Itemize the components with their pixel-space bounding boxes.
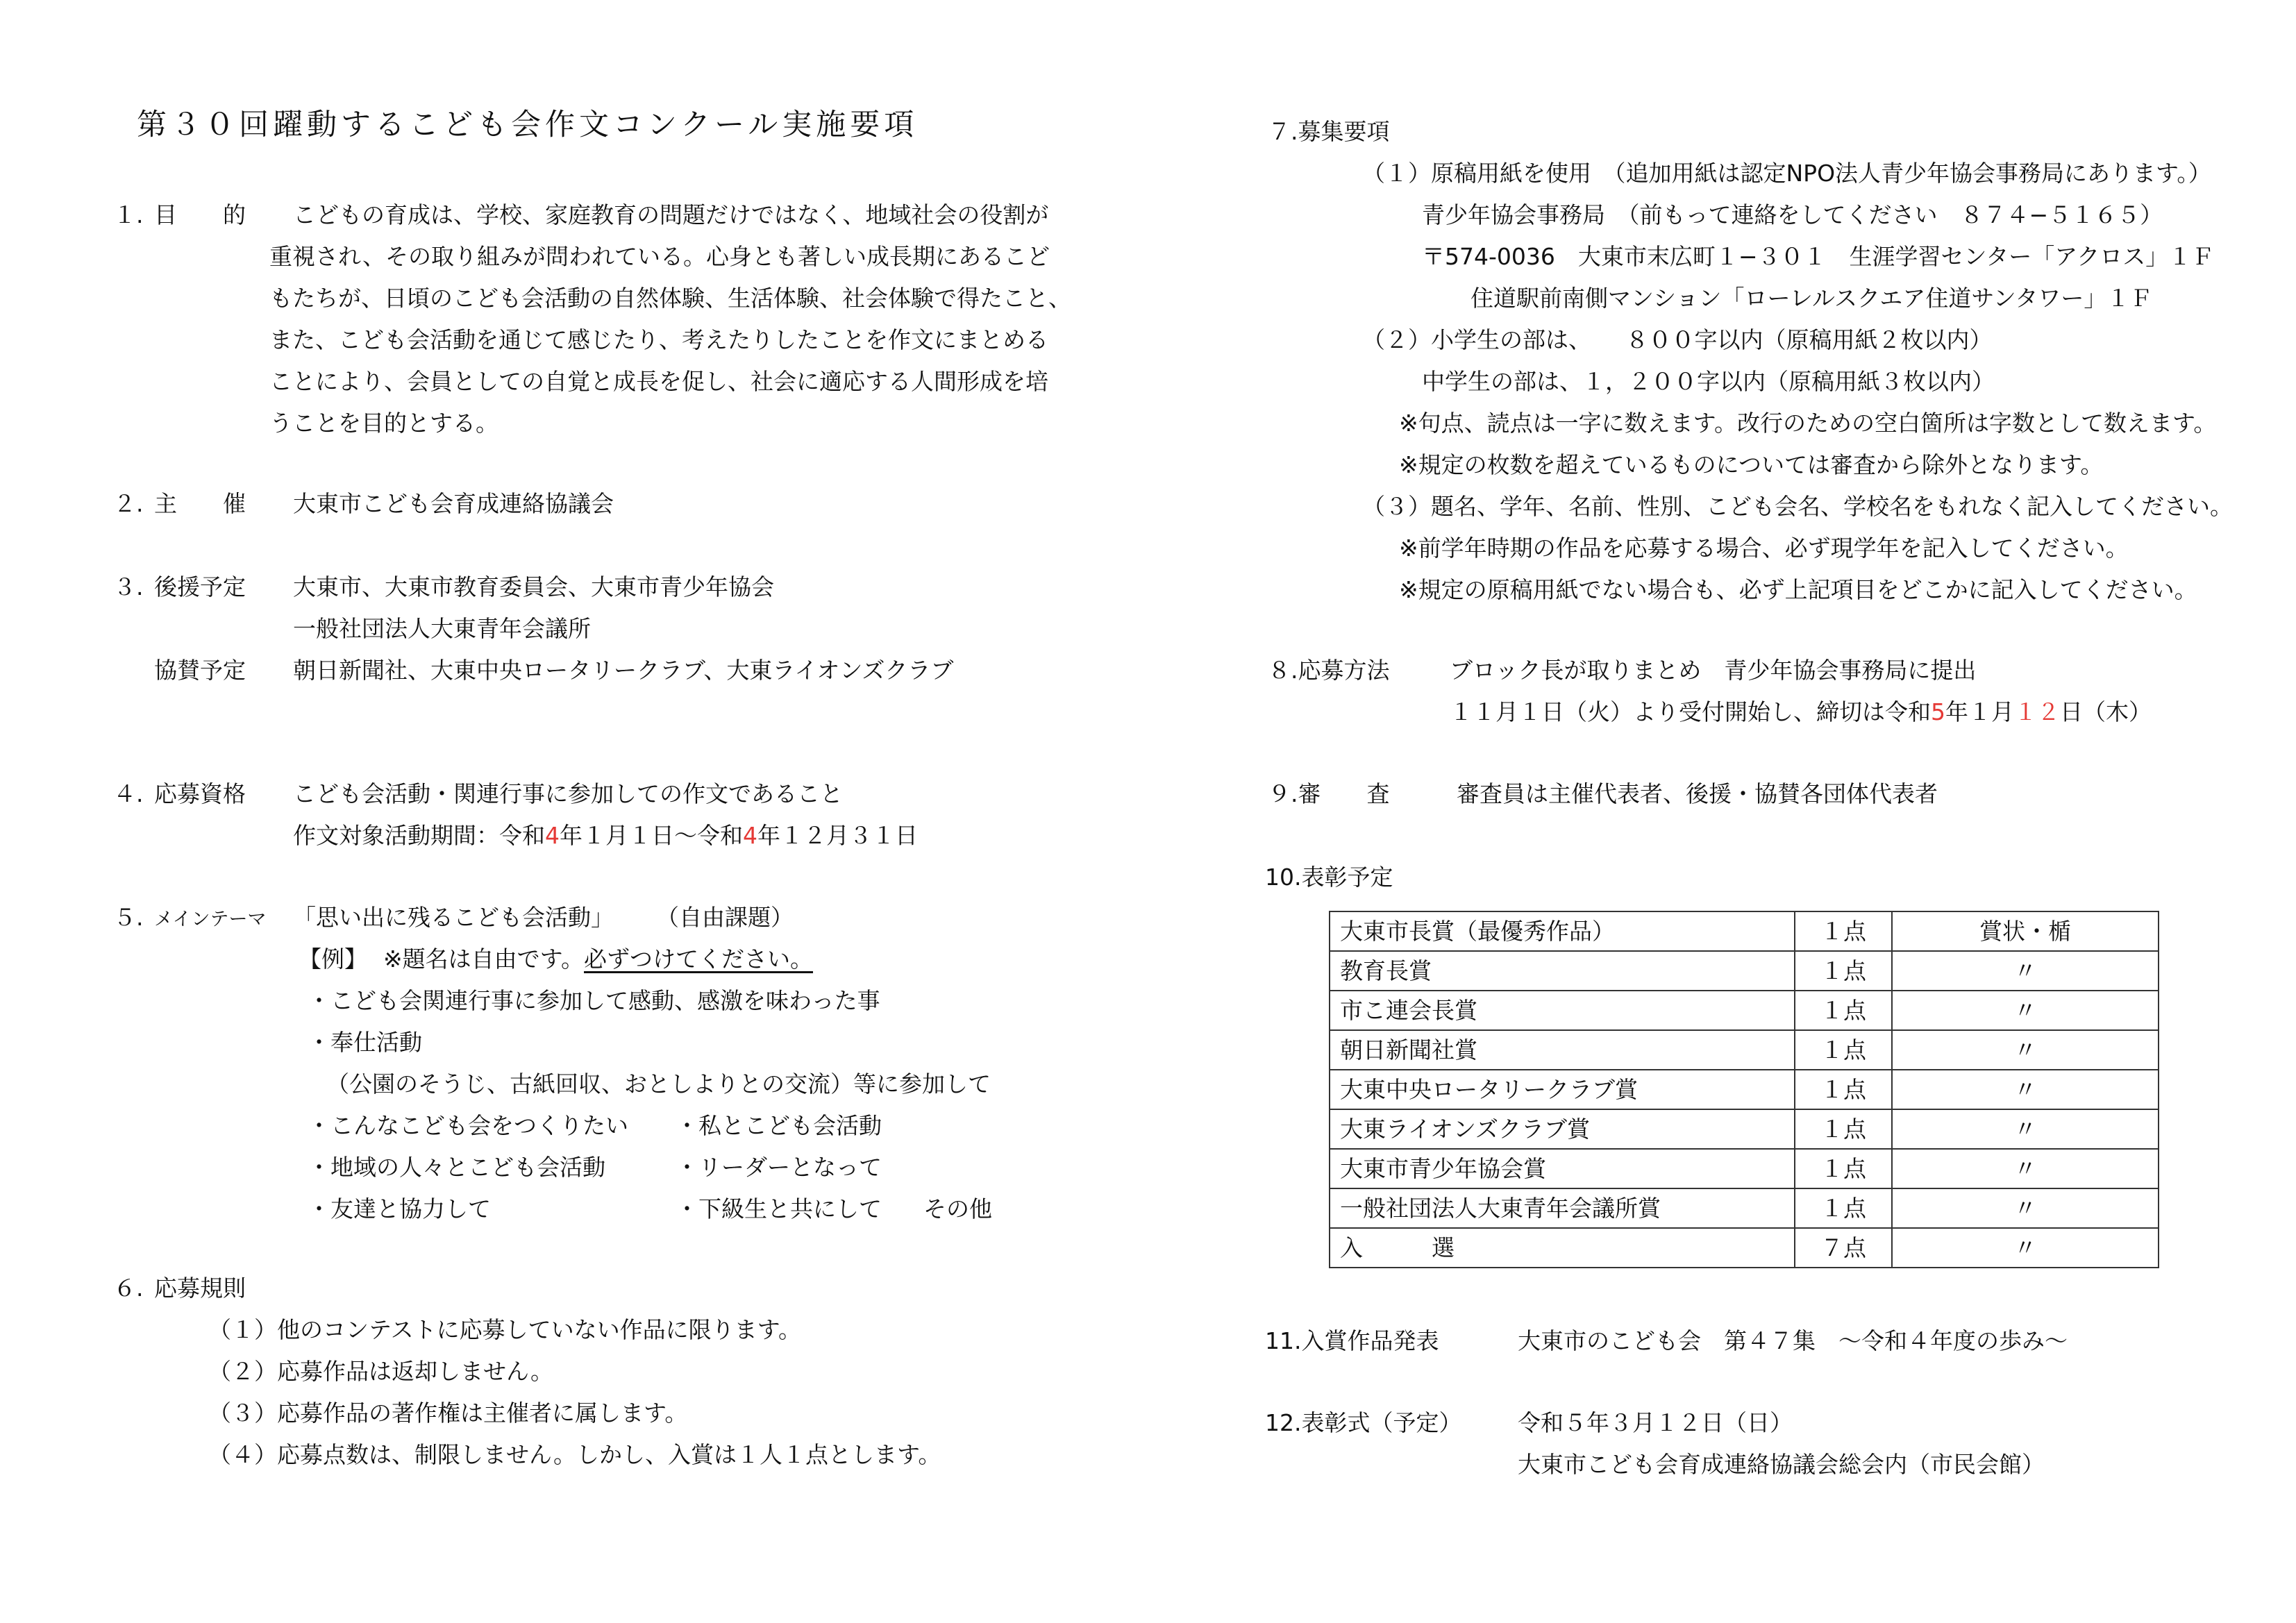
award-prize: 〃	[1892, 991, 2159, 1030]
section-6-number: ６.	[113, 1275, 144, 1302]
activity-period: 作文対象活動期間：令和4年１月１日～令和4年１２月３１日	[293, 822, 918, 849]
award-name: 市こ連会長賞	[1330, 991, 1795, 1030]
rule-item: （２）応募作品は返却しません。	[208, 1358, 553, 1385]
award-prize: 〃	[1892, 1030, 2159, 1070]
purpose-line: うことを目的とする。	[269, 410, 498, 437]
section-3-number: ３.	[113, 573, 144, 600]
award-row	[1330, 991, 2159, 1030]
example-item: ・下級生と共にして	[676, 1195, 882, 1222]
award-prize: 〃	[1892, 1188, 2159, 1228]
award-prize: 賞状・楯	[1892, 911, 2159, 951]
main-theme: 「思い出に残るこども会活動」	[293, 904, 614, 931]
rule-item: （１）他のコンテストに応募していない作品に限ります。	[208, 1316, 802, 1343]
theme-note: （自由課題）	[656, 904, 794, 931]
office-address: 住道駅前南側マンション「ローレルスクエア住道サンタワー」１Ｆ	[1470, 285, 2153, 312]
award-name: 大東中央ロータリークラブ賞	[1330, 1070, 1795, 1109]
award-row	[1330, 1149, 2159, 1188]
example-item: ・奉仕活動	[308, 1029, 422, 1056]
award-prize: 〃	[1892, 1070, 2159, 1109]
section-1-number: １.	[113, 201, 144, 228]
awards-table	[1329, 911, 2159, 1268]
note: ※規定の枚数を超えているものについては審査から除外となります。	[1399, 451, 2104, 478]
length-rule: 中学生の部は、１，２００字以内（原稿用紙３枚以内）	[1422, 368, 1995, 395]
award-points: １点	[1795, 1149, 1892, 1188]
note: ※規定の原稿用紙でない場合も、必ず上記項目をどこかに記入してください。	[1399, 576, 2197, 603]
award-name: 入 選	[1330, 1228, 1795, 1268]
length-rule: （２）小学生の部は、 ８００字以内（原稿用紙２枚以内）	[1362, 326, 1993, 353]
section-5-number: ５.	[113, 904, 144, 931]
award-name: 朝日新聞社賞	[1330, 1030, 1795, 1070]
example-label: 【例】	[299, 945, 367, 973]
rule-item: （４）応募点数は、制限しません。しかし、入賞は１人１点とします。	[208, 1441, 941, 1468]
section-5-label: メインテーマ	[154, 909, 267, 930]
sponsor-line: 大東市、大東市教育委員会、大東市青少年協会	[293, 573, 774, 600]
submission-deadline: １１月１日（火）より受付開始し、締切は令和5年１月１２日（木）	[1450, 698, 2152, 725]
award-prize: 〃	[1892, 1149, 2159, 1188]
recruit-paper: （１）原稿用紙を使用 （追加用紙は認定NPO法人青少年協会事務局にあります。）	[1362, 160, 2211, 187]
section-9-heading: ９.審 査	[1268, 780, 1390, 807]
sponsor-line: 一般社団法人大東青年会議所	[293, 615, 591, 642]
award-points: １点	[1795, 911, 1892, 951]
office-address: 〒574-0036 大東市末広町１−３０１ 生涯学習センター「アクロス」１Ｆ	[1422, 243, 2215, 270]
award-name: 大東市長賞（最優秀作品）	[1330, 911, 1795, 951]
purpose-line: こどもの育成は、学校、家庭教育の問題だけではなく、地域社会の役割が	[293, 201, 1049, 228]
note: ※句点、読点は一字に数えます。改行のための空白箇所は字数として数えます。	[1399, 410, 2217, 437]
award-points: ７点	[1795, 1228, 1892, 1268]
cosponsor-label: 協賛予定	[154, 657, 246, 684]
note: ※前学年時期の作品を応募する場合、必ず現学年を記入してください。	[1399, 535, 2129, 562]
award-prize: 〃	[1892, 1228, 2159, 1268]
eligibility: こども会活動・関連行事に参加しての作文であること	[293, 780, 843, 807]
section-3-label: 後援予定	[154, 573, 246, 600]
purpose-line: ことにより、会員としての自覚と成長を促し、社会に適応する人間形成を培	[269, 368, 1048, 395]
organizer: 大東市こども会育成連絡協議会	[293, 490, 614, 517]
rule-item: （３）応募作品の著作権は主催者に属します。	[208, 1399, 688, 1427]
award-points: １点	[1795, 991, 1892, 1030]
section-4-number: ４.	[113, 780, 144, 807]
section-10-heading: 10.表彰予定	[1265, 864, 1393, 891]
section-1-label: 目 的	[154, 201, 246, 228]
purpose-line: また、こども会活動を通じて感じたり、考えたりしたことを作文にまとめる	[269, 326, 1048, 353]
section-4-label: 応募資格	[154, 780, 246, 807]
award-row	[1330, 1228, 2159, 1268]
section-11-heading: 11.入賞作品発表	[1265, 1327, 1439, 1354]
page-title: 第３０回躍動するこども会作文コンクール実施要項	[137, 108, 919, 142]
award-points: １点	[1795, 951, 1892, 991]
award-row	[1330, 911, 2159, 951]
award-points: １点	[1795, 1030, 1892, 1070]
publication: 大東市のこども会 第４７集 ～令和４年度の歩み～	[1518, 1327, 2068, 1354]
award-row	[1330, 1030, 2159, 1070]
purpose-line: もたちが、日頃のこども会活動の自然体験、生活体験、社会体験で得たこと、	[269, 285, 1071, 312]
award-row	[1330, 1188, 2159, 1228]
award-row	[1330, 1070, 2159, 1109]
office-contact: 青少年協会事務局 （前もって連絡をしてください ８７４−５１６５）	[1422, 201, 2163, 228]
section-8-heading: ８.応募方法	[1268, 657, 1390, 684]
example-item: ・リーダーとなって	[676, 1154, 882, 1181]
example-item: ・地域の人々とこども会活動	[308, 1154, 605, 1181]
award-prize: 〃	[1892, 1109, 2159, 1149]
example-note: ※題名は自由です。必ずつけてください。	[383, 945, 814, 973]
example-item: ・私とこども会活動	[676, 1112, 882, 1139]
award-name: 大東市青少年協会賞	[1330, 1149, 1795, 1188]
section-6-label: 応募規則	[154, 1275, 246, 1302]
required-fields: （３）題名、学年、名前、性別、こども会名、学校名をもれなく記入してください。	[1362, 493, 2233, 520]
award-name: 教育長賞	[1330, 951, 1795, 991]
example-other: その他	[923, 1195, 992, 1222]
award-row	[1330, 951, 2159, 991]
section-7-heading: ７.募集要項	[1268, 118, 1390, 145]
example-item: ・こんなこども会をつくりたい	[308, 1112, 628, 1139]
award-row	[1330, 1109, 2159, 1149]
purpose-line: 重視され、その取り組みが問われている。心身とも著しい成長期にあるこど	[269, 243, 1050, 270]
award-points: １点	[1795, 1109, 1892, 1149]
example-item: ・友達と協力して	[308, 1195, 491, 1222]
award-name: 大東ライオンズクラブ賞	[1330, 1109, 1795, 1149]
award-prize: 〃	[1892, 951, 2159, 991]
ceremony-date: 令和５年３月１２日（日）	[1518, 1409, 1793, 1436]
section-2-label: 主 催	[154, 490, 246, 517]
award-name: 一般社団法人大東青年会議所賞	[1330, 1188, 1795, 1228]
ceremony-venue: 大東市こども会育成連絡協議会総会内（市民会館）	[1518, 1451, 2045, 1478]
award-points: １点	[1795, 1188, 1892, 1228]
award-points: １点	[1795, 1070, 1892, 1109]
cosponsor-list: 朝日新聞社、大東中央ロータリークラブ、大東ライオンズクラブ	[293, 657, 954, 684]
section-2-number: ２.	[113, 490, 144, 517]
example-item: （公園のそうじ、古紙回収、おとしよりとの交流）等に参加して	[326, 1070, 991, 1098]
submission-method: ブロック長が取りまとめ 青少年協会事務局に提出	[1450, 657, 1977, 684]
example-item: ・こども会関連行事に参加して感動、感激を味わった事	[308, 987, 880, 1014]
judges: 審査員は主催代表者、後援・協賛各団体代表者	[1457, 780, 1938, 807]
section-12-heading: 12.表彰式（予定）	[1265, 1409, 1462, 1436]
